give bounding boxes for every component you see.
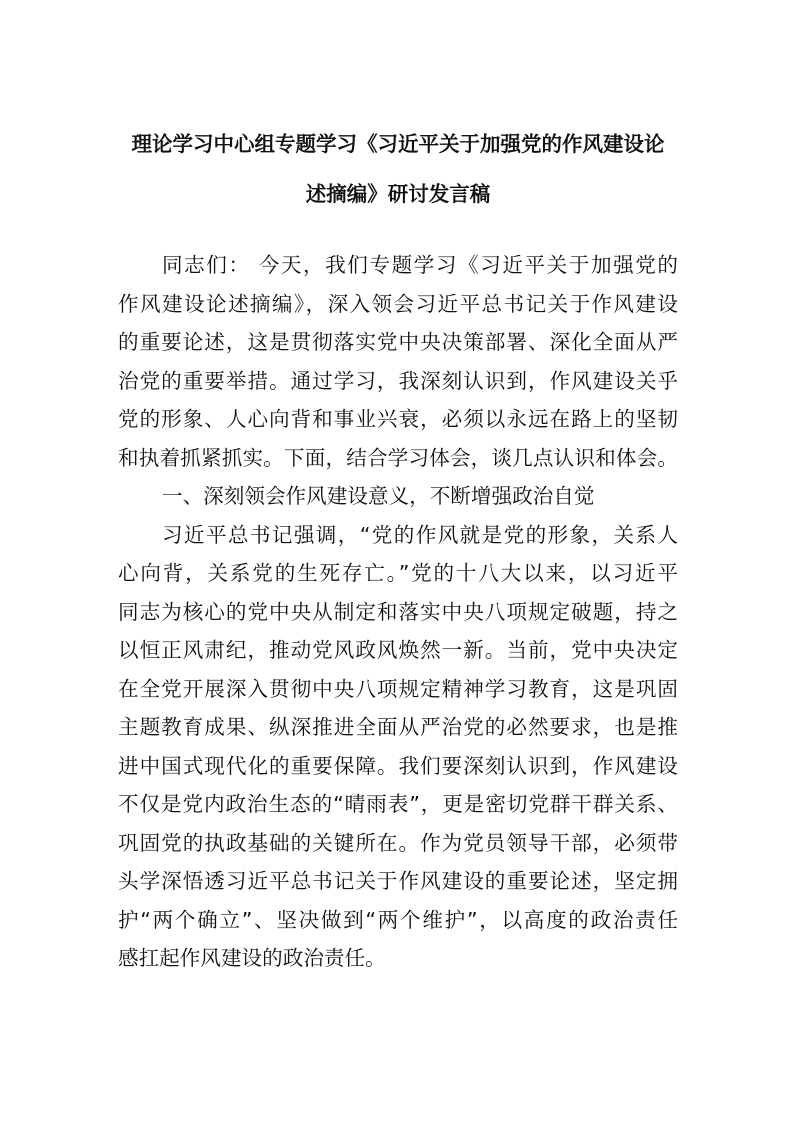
- body-line: 不仅是党内政治生态的“晴雨表”，更是密切党群干群关系、: [118, 792, 678, 816]
- body-line: 头学深悟透习近平总书记关于作风建设的重要论述，坚定拥: [118, 869, 678, 893]
- body-line: 同志们： 今天，我们专题学习《习近平关于加强党的: [162, 253, 678, 277]
- body-line: 作风建设论述摘编》，深入领会习近平总书记关于作风建设: [118, 291, 678, 316]
- document-title-line-1: 理论学习中心组专题学习《习近平关于加强党的作风建设论: [131, 132, 665, 156]
- body-line: 护“两个确立”、坚决做到“两个维护”，以高度的政治责任: [118, 907, 678, 932]
- body-line: 同志为核心的党中央从制定和落实中央八项规定破题，持之: [118, 599, 678, 624]
- document-title-line-2: 述摘编》研讨发言稿: [305, 182, 491, 206]
- body-line: 心向背，关系党的生死存亡。”党的十八大以来，以习近平: [118, 561, 678, 585]
- body-line: 和执着抓紧抓实。下面，结合学习体会，谈几点认识和体会。: [118, 445, 678, 470]
- body-line: 巩固党的执政基础的关键所在。作为党员领导干部，必须带: [118, 830, 678, 855]
- body-line: 习近平总书记强调，“党的作风就是党的形象，关系人: [162, 522, 678, 547]
- body-line: 在全党开展深入贯彻中央八项规定精神学习教育，这是巩固: [118, 676, 678, 701]
- body-line: 的重要论述，这是贯彻落实党中央决策部署、深化全面从严: [118, 330, 678, 354]
- body-line: 以恒正风肃纪，推动党风政风焕然一新。当前，党中央决定: [118, 638, 678, 662]
- body-line: 党的形象、人心向背和事业兴衰，必须以永远在路上的坚韧: [118, 407, 678, 431]
- body-line: 治党的重要举措。通过学习，我深刻认识到，作风建设关乎: [118, 368, 678, 393]
- section-heading: 一、深刻领会作风建设意义，不断增强政治自觉: [162, 484, 595, 508]
- body-line: 感扛起作风建设的政治责任。: [118, 946, 386, 970]
- body-line: 主题教育成果、纵深推进全面从严治党的必然要求，也是推: [118, 715, 678, 739]
- document-body: [118, 246, 678, 978]
- body-line: 进中国式现代化的重要保障。我们要深刻认识到，作风建设: [118, 753, 678, 778]
